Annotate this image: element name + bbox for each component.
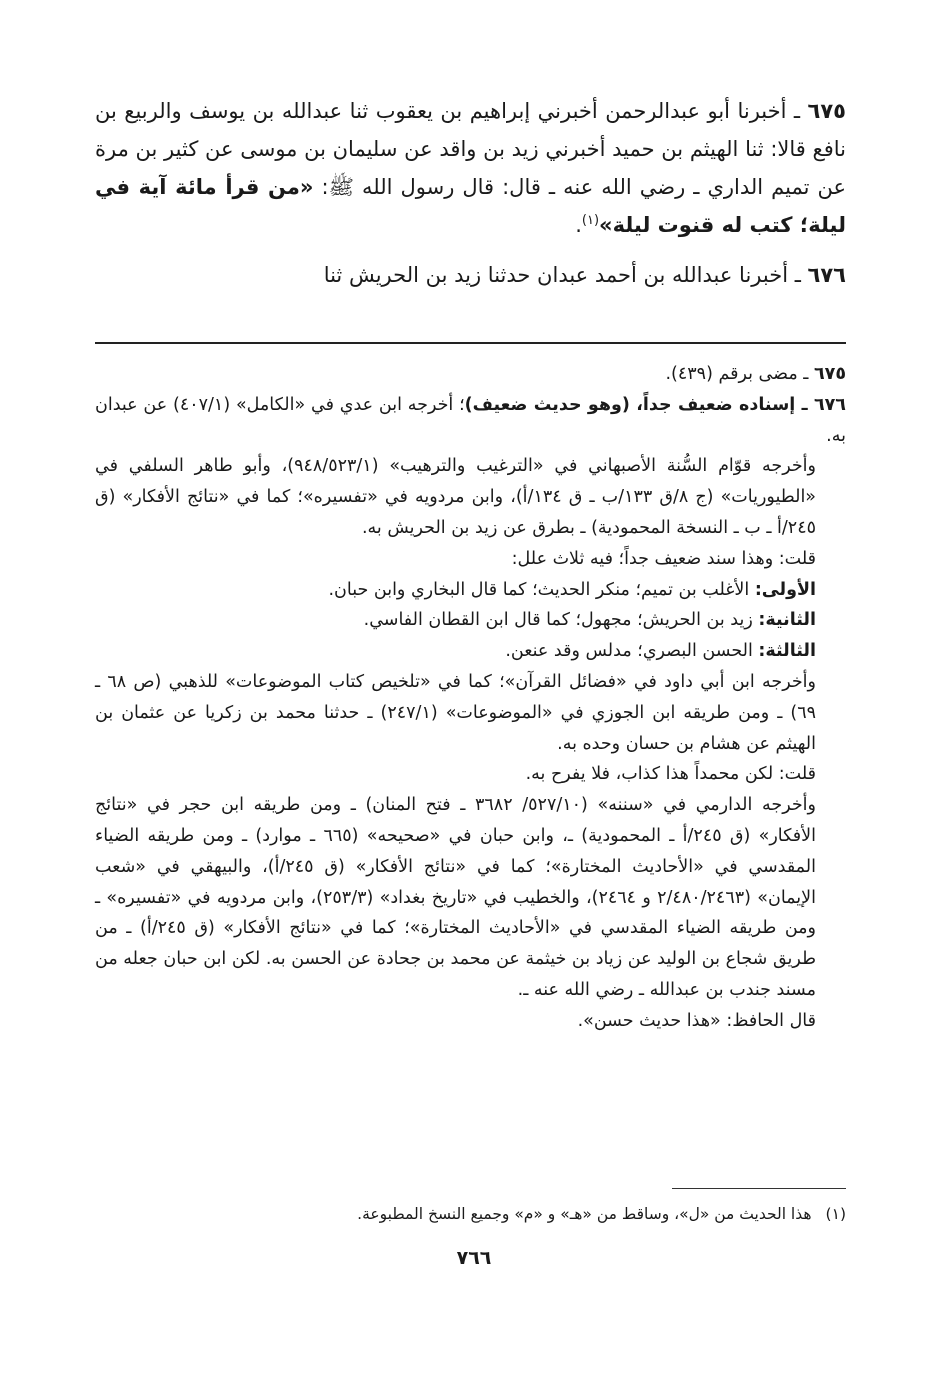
main-separator xyxy=(95,342,846,344)
note-675 xyxy=(95,359,846,390)
hadith-matn: «من قرأ مائة آية في ليلة؛ كتب له قنوت ليلة» xyxy=(95,175,846,237)
defect-third xyxy=(95,636,846,667)
defect-text: زيد بن الحريش؛ مجهول؛ كما قال ابن القطان الفاسي. xyxy=(363,610,759,631)
note-text: ؛ أخرجه ابن عدي في «الكامل» (٤٠٧/١) عن عبدان به. xyxy=(95,394,846,446)
page-number: ٧٦٦ xyxy=(456,1247,492,1269)
hadith-chain: ـ أخبرنا أبو عبدالرحمن أخبرني إبراهيم بن يعقوب ثنا عبدالله بن يوسف والربيع بن نافع قالا: ثنا الهيثم بن حميد أخبرني زيد بن واقد عن سليمان بن موسى عن كثير بن مرة عن تميم الداري ـ رضي الله عنه ـ قال: قال رسول الله ﷺ: xyxy=(95,99,847,199)
note-paragraph: قلت: وهذا سند ضعيف جداً؛ فيه ثلاث علل: xyxy=(511,548,816,569)
note-number: ٦٧٦ xyxy=(813,394,846,415)
hadith-number: ٦٧٥ xyxy=(807,99,846,123)
footnote-mark: (١) xyxy=(825,1205,846,1223)
hadith-number: ٦٧٦ xyxy=(807,263,846,287)
defect-label: الأولى: xyxy=(754,579,816,600)
defect-label: الثانية: xyxy=(758,610,816,631)
defect-text: الحسن البصري؛ مدلس وقد عنعن. xyxy=(505,641,759,662)
hadith-end-punct: . xyxy=(575,213,582,237)
note-676 xyxy=(95,390,846,452)
defect-label: الثالثة: xyxy=(758,641,816,662)
note-paragraph: قال الحافظ: «هذا حديث حسن». xyxy=(577,1010,816,1031)
defect-first xyxy=(95,575,846,606)
defect-second xyxy=(95,605,846,636)
footnote-marker: (١) xyxy=(581,213,600,228)
note-number: ٦٧٥ xyxy=(813,364,846,384)
hadith-676 xyxy=(95,256,846,294)
note-text: ـ مضى برقم (٤٣٩). xyxy=(665,364,814,384)
note-paragraph: وأخرجه ابن أبي داود في «فضائل القرآن»؛ كما في «تلخيص كتاب الموضوعات» للذهبي (ص ٦٨ ـ ٦٩) ـ ومن طريقه ابن الجوزي في «الموضوعات» (٢٤٧/١) ـ حدثنا محمد بن زكريا عن عثمان بن الهيثم عن هشام بن حسان وحده به. xyxy=(95,671,817,754)
note-grading: ـ إسناده ضعيف جداً، (وهو حديث ضعيف) xyxy=(464,394,814,415)
footnote-separator xyxy=(672,1188,846,1189)
hadith-text xyxy=(95,92,846,294)
defect-text: الأغلب بن تميم؛ منكر الحديث؛ كما قال البخاري وابن حبان. xyxy=(328,579,755,600)
note-paragraph: قلت: لكن محمداً هذا كذاب، فلا يفرح به. xyxy=(525,764,816,785)
note-paragraph: وأخرجه الدارمي في «سننه» (٥٢٧/١٠/ ٣٦٨٢ ـ فتح المنان) ـ ومن طريقه ابن حجر في «نتائج الأفكار» (ق ٢٤٥/أ ـ المحمودية) ـ، وابن حبان في «صحيحه» (٦٦٥ ـ موارد) ـ ومن طريقه الضياء المقدسي في «الأحاديث المختارة»؛ كما في «نتائج الأفكار» (ق ٢٤٥/أ)، والبيهقي في «شعب الإيمان» (٢/٤٨٠/٢٤٦٣ و ٢٤٦٤)، والخطيب في «تاريخ بغداد» (٢٥٣/٣)، وابن مردويه في «تفسيره» ـ ومن طريقه الضياء المقدسي في «الأحاديث المختارة»؛ كما في «نتائج الأفكار» (ق ٢٤٥/أ) ـ من طريق شجاع بن الوليد عن زياد بن خيثمة عن محمد بن جحادة عن الحسن به. لكن ابن حبان جعله من مسند جندب بن عبدالله ـ رضي الله عنه ـ. xyxy=(95,795,816,1000)
hadith-675 xyxy=(95,92,846,244)
hadith-chain: ـ أخبرنا عبدالله بن أحمد عبدان حدثنا زيد بن الحريش ثنا xyxy=(323,263,808,287)
footnote-text: هذا الحديث من «ل»، وساقط من «هـ» و «م» وجميع النسخ المطبوعة. xyxy=(357,1205,812,1223)
note-paragraph: وأخرجه قوّام السُّنة الأصبهاني في «الترغيب والترهيب» (٩٤٨/٥٢٣/١)، وأبو طاهر السلفي في «الطيوريات» (ج ٨/ق ١٣٣/ب ـ ق ١٣٤/أ)، وابن مردويه في «تفسيره»؛ كما في «نتائج الأفكار» (ق ٢٤٥/أ ـ ب ـ النسخة المحمودية) ـ بطرق عن زيد بن الحريش به. xyxy=(95,456,817,538)
commentary xyxy=(95,359,846,1037)
footnote xyxy=(95,1201,846,1227)
